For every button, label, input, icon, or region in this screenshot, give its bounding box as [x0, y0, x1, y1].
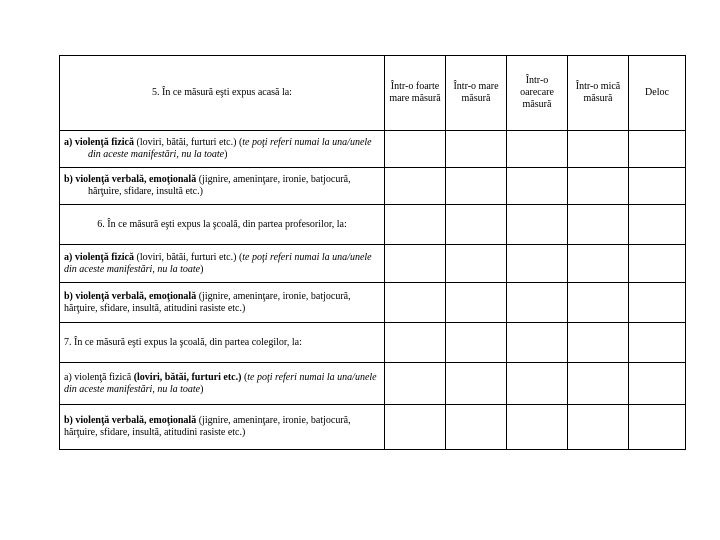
q6-title: 6. În ce măsură eşti expus la şcoală, din partea profesorilor, la: [60, 205, 385, 245]
col-header-large: Într-o mare măsură [446, 56, 507, 131]
q7b-choice-4[interactable] [568, 405, 629, 450]
q5b-normal: (jignire, ameninţare, ironie, batjocură, hărţuire, sfidare, insultă etc.) [88, 174, 351, 197]
q5b-choice-2[interactable] [446, 168, 507, 205]
q6b-bold: b) violenţă verbală, emoţională [64, 290, 197, 302]
survey-table [59, 55, 686, 450]
q5b-bold: b) violenţă verbală, emoţională [64, 174, 197, 185]
q6a-choice-4[interactable] [568, 245, 629, 283]
q6a-choice-3[interactable] [507, 245, 568, 283]
q5a-row [60, 131, 686, 168]
q7-row [60, 323, 686, 363]
q5b-row [60, 168, 686, 205]
q5a-italic: te poţi referi numai la una/unele din aceste manifestări, nu la toate [88, 137, 372, 160]
q5b-choice-4[interactable] [568, 168, 629, 205]
q7b-choice-2[interactable] [446, 405, 507, 450]
q6a-row [60, 245, 686, 283]
q5b-choice-3[interactable] [507, 168, 568, 205]
q5a-choice-2[interactable] [446, 131, 507, 168]
q6b-choice-2[interactable] [446, 283, 507, 323]
q7b-choice-1[interactable] [385, 405, 446, 450]
q6a-bold: a) violenţă fizică [64, 251, 134, 263]
col-header-some: Într-o oarecare măsură [507, 56, 568, 131]
q6b-choice-1[interactable] [385, 283, 446, 323]
q6a-italic: te poţi referi numai la una/unele din aceste manifestări, nu la toate [64, 251, 372, 275]
q6b-row [60, 283, 686, 323]
q7-title: 7. În ce măsură eşti expus la şcoală, din partea colegilor, la: [60, 323, 385, 363]
q7a-choice-2[interactable] [446, 363, 507, 405]
q6a-choice-2[interactable] [446, 245, 507, 283]
q7a-normal1: a) violenţă fizică [64, 371, 132, 383]
q6a-normal: (loviri, bătăi, furturi etc.) ( [133, 251, 243, 263]
q7b-normal: (jignire, ameninţare, ironie, batjocură, hărţuire, sfidare, insultă, atitudini rasiste etc.) [64, 415, 351, 438]
q7b-choice-5[interactable] [629, 405, 686, 450]
q7b-row [60, 405, 686, 450]
q5a-end: ) [224, 149, 228, 160]
q7b-text [60, 405, 385, 450]
q6b-choice-5[interactable] [629, 283, 686, 323]
q5a-choice-4[interactable] [568, 131, 629, 168]
q6-row [60, 205, 686, 245]
q6a-choice-1[interactable] [385, 245, 446, 283]
q6b-choice-3[interactable] [507, 283, 568, 323]
q6b-normal: (jignire, ameninţare, ironie, batjocură, hărţuire, sfidare, insultă, atitudini rasiste etc.) [64, 290, 351, 314]
q7a-text [60, 363, 385, 405]
q7a-normal2: ( [241, 371, 248, 383]
q6a-text [60, 245, 385, 283]
q7a-choice-1[interactable] [385, 363, 446, 405]
header-row [60, 56, 686, 131]
q7a-italic: te poţi referi numai la una/unele din aceste manifestări, nu la toate [64, 371, 377, 395]
q5a-choice-5[interactable] [629, 131, 686, 168]
q6a-end: ) [200, 263, 204, 275]
q6b-choice-4[interactable] [568, 283, 629, 323]
q5b-choice-1[interactable] [385, 168, 446, 205]
q7a-row [60, 363, 686, 405]
col-header-none: Deloc [629, 56, 686, 131]
q5a-normal: (loviri, bătăi, furturi etc.) ( [133, 137, 243, 148]
q5b-choice-5[interactable] [629, 168, 686, 205]
q5a-choice-3[interactable] [507, 131, 568, 168]
q6b-text [60, 283, 385, 323]
q5a-choice-1[interactable] [385, 131, 446, 168]
q7a-choice-5[interactable] [629, 363, 686, 405]
q5-title: 5. În ce măsură eşti expus acasă la: [60, 56, 385, 131]
q5b-text [60, 168, 385, 205]
q7a-choice-3[interactable] [507, 363, 568, 405]
col-header-small: Într-o mică măsură [568, 56, 629, 131]
q5a-text [60, 131, 385, 168]
q7b-bold: b) violenţă verbală, emoţională [64, 415, 197, 426]
q7b-choice-3[interactable] [507, 405, 568, 450]
q7a-end: ) [200, 383, 204, 395]
q7a-bold: (loviri, bătăi, furturi etc.) [131, 371, 242, 383]
q6a-choice-5[interactable] [629, 245, 686, 283]
col-header-very-large: Într-o foarte mare măsură [385, 56, 446, 131]
q7a-choice-4[interactable] [568, 363, 629, 405]
q5a-bold: a) violenţă fizică [64, 137, 134, 148]
